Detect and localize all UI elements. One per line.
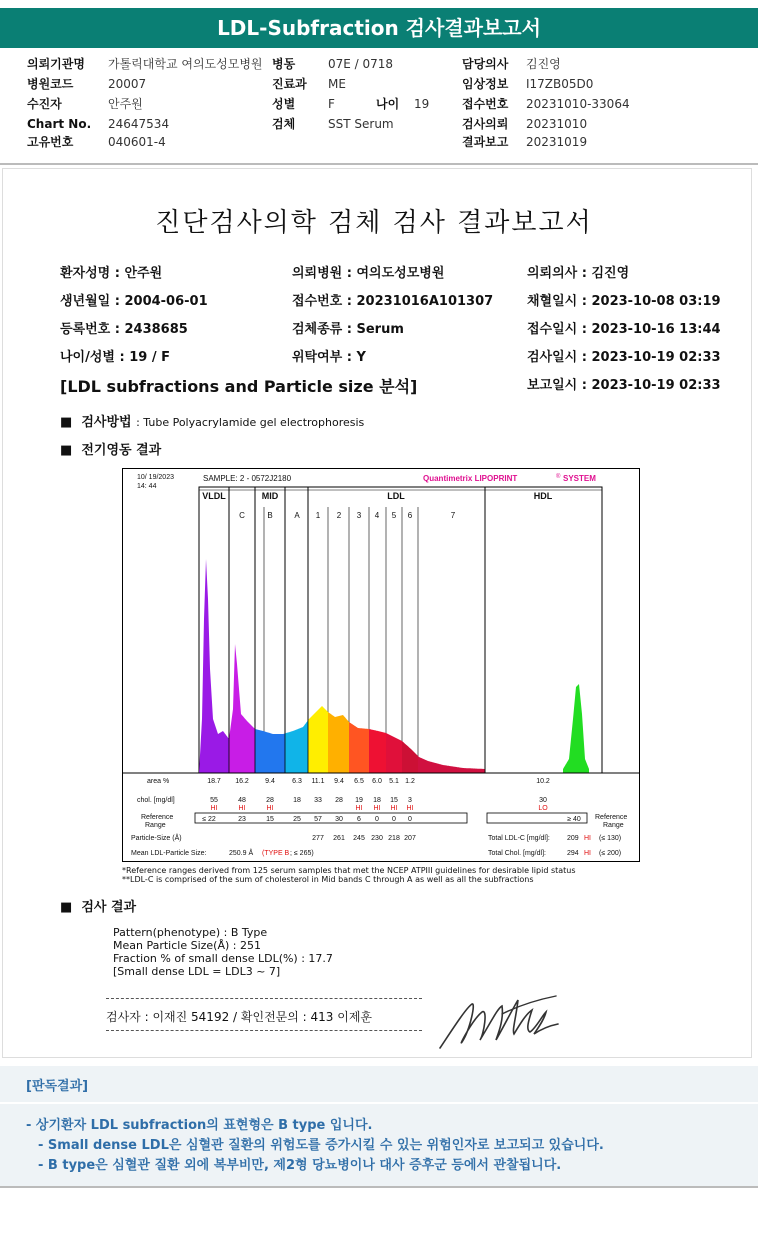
chol-flag: LO [538, 805, 548, 812]
chol-value: 18 [373, 797, 381, 804]
particle-size-value: 261 [333, 835, 345, 842]
row-label-chol: chol. [mg/dl] [137, 797, 175, 804]
collection-time: 채혈일시 : 2023-10-08 03:19 [527, 294, 721, 309]
receipt-number: 접수번호 : 20231016A101307 [292, 294, 494, 309]
chol-value: 30 [539, 797, 547, 804]
patient-name: 환자성명 : 안주원 [60, 266, 163, 281]
total-ldl-ref: (≤ 130) [599, 835, 622, 842]
label-receipt-no: 접수번호 [462, 97, 509, 111]
report-header-title: LDL-Subfraction 검사결과보고서 [0, 8, 758, 48]
area-ldl-1 [308, 706, 328, 773]
chol-value: 33 [314, 797, 322, 804]
chart-svg [123, 469, 639, 861]
area-pct-value: 9.4 [265, 778, 275, 785]
total-chol-label: Total Chol. [mg/dl]: [488, 850, 546, 857]
chol-value: 15 [390, 797, 398, 804]
group-label-mid: MID [261, 491, 279, 501]
area-vldl [199, 559, 229, 773]
ref-range-value: 0 [392, 816, 396, 823]
requesting-hospital: 의뢰병원 : 여의도성모병원 [292, 266, 445, 281]
row-label-ref-1: Reference [141, 814, 174, 821]
particle-size-value: 207 [404, 835, 416, 842]
ref-range-value: 30 [335, 816, 343, 823]
electro-bullet: ■ 전기영동 결과 [60, 443, 162, 458]
chol-value: 55 [210, 797, 218, 804]
area-pct-value: 6.0 [372, 778, 382, 785]
area-ldl-7 [418, 756, 485, 773]
group-label-vldl: VLDL [202, 491, 226, 501]
interpretation-header [0, 1066, 758, 1102]
total-ldl-value: 209 [567, 835, 579, 842]
method-label: 검사방법 [81, 415, 132, 430]
footnote-1: *Reference ranges derived from 125 serum samples that met the NCEP ATPIII guidelines for desirable lipid status [122, 866, 576, 875]
ref-range-value: 57 [314, 816, 322, 823]
value-clinical-info: I17ZB05D0 [526, 77, 594, 91]
particle-size-value: 277 [312, 835, 324, 842]
area-ldl-2 [328, 712, 349, 773]
result-fraction: Fraction % of small dense LDL(%) : 17.7 [113, 952, 333, 965]
row-label-mean-size: Mean LDL-Particle Size: [131, 850, 207, 857]
area-ldl-6 [402, 741, 418, 773]
electrophoresis-chart [122, 468, 640, 862]
label-request-date: 검사의뢰 [462, 117, 509, 131]
band-label-a: A [294, 511, 300, 520]
chart-system-name: Quantimetrix LIPOPRINT [423, 474, 518, 483]
birth-date: 생년월일 : 2004-06-01 [60, 294, 208, 309]
row-label-area: area % [147, 778, 170, 785]
chol-flag: HI [266, 805, 274, 812]
ref-range-value: 23 [238, 816, 246, 823]
report-time: 보고일시 : 2023-10-19 02:33 [527, 378, 721, 393]
area-mid-b [255, 729, 285, 773]
total-chol-value: 294 [567, 850, 579, 857]
value-request-date: 20231010 [526, 117, 588, 131]
interpretation-heading: [판독결과] [26, 1079, 89, 1094]
band-label-1: 1 [315, 511, 321, 520]
result-mean-size: Mean Particle Size(Å) : 251 [113, 939, 261, 952]
chol-flag: HI [210, 805, 218, 812]
ref-range-value: 0 [375, 816, 379, 823]
result-pattern: Pattern(phenotype) : B Type [113, 926, 268, 939]
band-label-2: 2 [336, 511, 342, 520]
age-sex: 나이/성별 : 19 / F [60, 350, 171, 365]
result-label: 검사 결과 [81, 900, 137, 915]
area-pct-value: 6.5 [354, 778, 364, 785]
value-hospital-code: 20007 [108, 77, 147, 91]
interpretation-body [0, 1104, 758, 1188]
value-patient: 안주원 [108, 97, 143, 111]
row-label-ref-2: Range [145, 822, 166, 829]
interpretation-line-3: - B type은 심혈관 질환 외에 복부비만, 제2형 당뇨병이나 대사 증후군 등에서 관찰됩니다. [38, 1158, 562, 1173]
value-physician: 김진영 [526, 57, 561, 71]
value-sex: F [328, 97, 335, 111]
header-divider [0, 163, 758, 165]
area-pct-value: 5.1 [389, 778, 399, 785]
label-ward: 병동 [272, 57, 296, 71]
receipt-time: 접수일시 : 2023-10-16 13:44 [527, 322, 721, 337]
area-pct-value: 1.2 [405, 778, 415, 785]
ref-range-value: ≤ 22 [202, 816, 216, 823]
chol-flag: HI [373, 805, 381, 812]
chol-value: 48 [238, 797, 246, 804]
report-title: 진단검사의학 검체 검사 결과보고서 [155, 208, 593, 238]
handwritten-signature [432, 990, 564, 1058]
total-ldl-flag: HI [584, 835, 591, 842]
test-time: 검사일시 : 2023-10-19 02:33 [527, 350, 721, 365]
chart-date: 10/ 19/2023 [137, 474, 174, 481]
chart-registered-mark: ® [556, 474, 561, 480]
value-report-date: 20231019 [526, 135, 588, 149]
particle-size-value: 230 [371, 835, 383, 842]
ref-range-value: ≥ 40 [567, 816, 581, 823]
ref-range-value: 0 [408, 816, 412, 823]
registration-no: 등록번호 : 2438685 [60, 322, 188, 337]
area-pct-value: 6.3 [292, 778, 302, 785]
label-clinical-info: 임상정보 [462, 77, 509, 91]
row-label-ref2-1: Reference [595, 814, 628, 821]
area-ldl-3 [349, 722, 369, 773]
label-age: 나이 [376, 97, 400, 111]
interpretation-line-1: - 상기환자 LDL subfraction의 표현형은 B type 입니다. [26, 1118, 373, 1133]
label-department: 진료과 [272, 77, 307, 91]
chart-time: 14: 44 [137, 483, 157, 490]
band-label-5: 5 [391, 511, 397, 520]
label-institution: 의뢰기관명 [27, 57, 85, 71]
particle-size-value: 218 [388, 835, 400, 842]
area-ldl-5 [386, 733, 402, 773]
total-chol-ref: (≤ 200) [599, 850, 622, 857]
ref-range-value: 25 [293, 816, 301, 823]
result-sdldl-def: [Small dense LDL = LDL3 ~ 7] [113, 965, 281, 978]
chol-value: 18 [293, 797, 301, 804]
group-label-ldl: LDL [387, 491, 405, 501]
chart-system-suffix: SYSTEM [563, 474, 596, 483]
area-ldl-4 [369, 729, 386, 773]
area-hdl [563, 684, 589, 773]
particle-size-value: 245 [353, 835, 365, 842]
consignment: 위탁여부 : Y [292, 350, 366, 365]
chart-sample: SAMPLE: 2 - 0572J2180 [203, 474, 292, 483]
band-label-4: 4 [374, 511, 380, 520]
label-hospital-code: 병원코드 [27, 77, 74, 91]
label-chart-no: Chart No. [27, 117, 92, 131]
signature-text: 검사자 : 이재진 54192 / 확인전문의 : 413 이제훈 [106, 1010, 373, 1024]
band-label-c: C [239, 511, 245, 520]
label-report-date: 결과보고 [462, 135, 509, 149]
electro-label: 전기영동 결과 [81, 443, 162, 458]
chol-flag: HI [355, 805, 363, 812]
band-label-3: 3 [356, 511, 362, 520]
interpretation-line-2: - Small dense LDL은 심혈관 질환의 위험도를 증가시킬 수 있는 위험인자로 보고되고 있습니다. [38, 1138, 604, 1153]
mean-limit-value: ; ≤ 265) [290, 850, 314, 857]
area-pct-value: 16.2 [235, 778, 249, 785]
band-label-6: 6 [407, 511, 413, 520]
group-label-hdl: HDL [533, 491, 553, 501]
chol-value: 28 [335, 797, 343, 804]
area-pct-value: 11.1 [311, 778, 325, 785]
specimen-type: 검체종류 : Serum [292, 322, 404, 337]
label-physician: 담당의사 [462, 57, 509, 71]
ref-range-value: 15 [266, 816, 274, 823]
footnote-2: **LDL-C is comprised of the sum of cholesterol in Mid bands C through A as well as all the subfractions [122, 875, 534, 884]
row-label-ref2-2: Range [603, 822, 624, 829]
signature-line-bottom [106, 1030, 422, 1031]
value-chart-no: 24647534 [108, 117, 170, 131]
band-label-b: B [267, 511, 273, 520]
label-unique-no: 고유번호 [27, 135, 74, 149]
method-value: : Tube Polyacrylamide gel electrophoresis [136, 416, 365, 429]
total-chol-flag: HI [584, 850, 591, 857]
chol-flag: HI [238, 805, 246, 812]
value-receipt-no: 20231010-33064 [526, 97, 630, 111]
chol-value: 28 [266, 797, 274, 804]
ref-range-value: 6 [357, 816, 361, 823]
signature-line-top [106, 998, 422, 999]
mean-type-value: (TYPE B [262, 850, 290, 857]
area-pct-value: 10.2 [536, 778, 550, 785]
total-ldl-label: Total LDL-C [mg/dl]: [488, 835, 550, 842]
mean-size-value: 250.9 Å [229, 850, 254, 857]
area-mid-c [229, 644, 255, 773]
value-department: ME [328, 77, 346, 91]
chol-value: 3 [408, 797, 412, 804]
value-age: 19 [414, 97, 430, 111]
method-bullet: ■ 검사방법 : Tube Polyacrylamide gel electrophoresis [60, 415, 365, 430]
area-mid-a [285, 720, 308, 773]
requesting-physician: 의뢰의사 : 김진영 [527, 266, 630, 281]
chol-flag: HI [406, 805, 414, 812]
value-specimen: SST Serum [328, 117, 394, 131]
ref-range-box-ldl [195, 813, 467, 823]
section-title: [LDL subfractions and Particle size 분석] [60, 377, 418, 396]
value-institution: 가톨릭대학교 여의도성모병원 [108, 57, 263, 71]
area-pct-value: 18.7 [207, 778, 221, 785]
label-patient: 수진자 [27, 97, 62, 111]
chol-flag: HI [390, 805, 398, 812]
value-ward: 07E / 0718 [328, 57, 394, 71]
label-sex: 성별 [272, 97, 296, 111]
band-label-7: 7 [450, 511, 456, 520]
row-label-particle-size: Particle-Size (Å) [131, 835, 182, 842]
result-bullet: ■ 검사 결과 [60, 900, 137, 915]
label-specimen: 검체 [272, 117, 296, 131]
area-pct-value: 9.4 [334, 778, 344, 785]
value-unique-no: 040601-4 [108, 135, 166, 149]
chol-value: 19 [355, 797, 363, 804]
